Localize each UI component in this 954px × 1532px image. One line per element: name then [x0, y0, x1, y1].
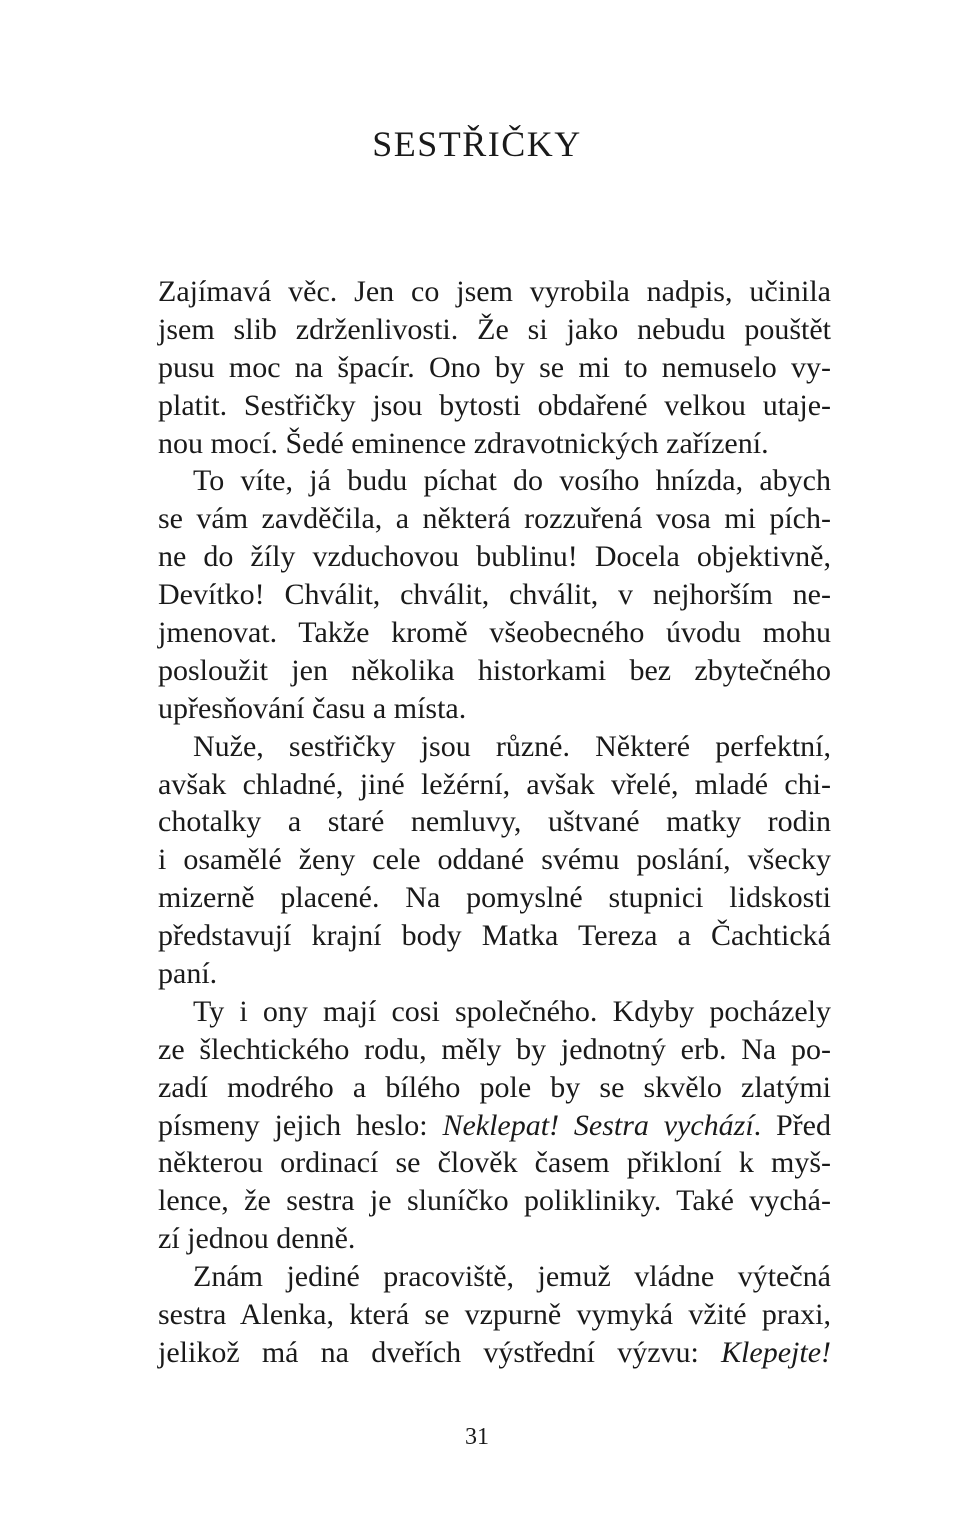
paragraph [158, 1258, 831, 1372]
text-line [158, 652, 831, 690]
body-text [158, 273, 831, 1372]
text-line [158, 614, 831, 652]
text-segment: i osamělé ženy cele oddané svému poslání, všecky [158, 843, 831, 877]
text-segment: mizerně placené. Na pomyslné stupnici lidskosti [158, 881, 831, 915]
text-segment: Zajímavá věc. Jen co jsem vyrobila nadpis, učinila [158, 275, 831, 308]
text-segment: paní. [158, 957, 218, 991]
paragraph [158, 993, 831, 1258]
text-line [158, 1144, 831, 1182]
text-line [158, 311, 831, 349]
text-line [158, 879, 831, 917]
text-segment: písmeny jejich heslo: [158, 1108, 443, 1142]
text-segment: avšak chladné, jiné ležérní, avšak vřelé, mladé chi- [158, 767, 831, 801]
text-line [158, 728, 831, 766]
text-line [158, 955, 831, 993]
text-segment: jmenovat. Takže kromě všeobecného úvodu mohu [158, 616, 831, 650]
text-segment: Znám jediné pracoviště, jemuž vládne výtečná [193, 1260, 831, 1294]
text-segment: pusu moc na špacír. Ono by se mi to nemuselo vy- [158, 350, 831, 384]
page-title: SESTŘIČKY [372, 124, 582, 164]
text-line [158, 1031, 831, 1069]
paragraph [158, 462, 831, 727]
text-segment: Nuže, sestřičky jsou různé. Některé perfektní, [193, 729, 831, 763]
text-segment: některou ordinací se člověk časem přikloní k myš- [158, 1146, 831, 1180]
text-line [158, 500, 831, 538]
text-line [158, 1182, 831, 1220]
text-segment: . Před [753, 1108, 831, 1142]
text-line [158, 576, 831, 614]
paragraph [158, 728, 831, 993]
text-line [158, 425, 831, 463]
text-line [158, 766, 831, 804]
text-line [158, 462, 831, 500]
text-line [158, 1296, 831, 1334]
text-line [158, 273, 831, 311]
text-segment: zí jednou denně. [158, 1222, 356, 1256]
text-segment: zadí modrého a bílého pole by se skvělo zlatými [158, 1070, 831, 1104]
text-segment: upřesňování času a místa. [158, 691, 467, 725]
text-segment: Ty i ony mají cosi společného. Kdyby pocházely [193, 994, 831, 1028]
text-line [158, 1069, 831, 1107]
text-segment: představují krajní body Matka Tereza a Čachtická [158, 919, 831, 953]
text-segment: se vám zavděčila, a některá rozzuřená vosa mi pích- [158, 502, 831, 536]
page-number: 31 [465, 1424, 489, 1450]
text-segment: ne do žíly vzduchovou bublinu! Docela objektivně, [158, 540, 831, 574]
text-line [158, 690, 831, 728]
text-line [158, 993, 831, 1031]
text-segment: jsem slib zdrženlivosti. Že si jako nebudu pouštět [158, 312, 831, 346]
text-line [158, 538, 831, 576]
text-segment: ze šlechtického rodu, měly by jednotný erb. Na po- [158, 1032, 831, 1066]
text-line [158, 1220, 831, 1258]
text-line [158, 841, 831, 879]
text-line [158, 803, 831, 841]
text-line [158, 1258, 831, 1296]
text-segment: sestra Alenka, která se vzpurně vymyká vžité praxi, [158, 1298, 831, 1332]
text-line [158, 1334, 831, 1372]
paragraph [158, 273, 831, 462]
text-line [158, 917, 831, 955]
text-segment: posloužit jen několika historkami bez zbytečného [158, 653, 831, 687]
text-line [158, 1107, 831, 1145]
italic-text: Klepejte! [721, 1335, 831, 1369]
text-segment: platit. Sestřičky jsou bytosti obdařené velkou utaje- [158, 388, 831, 422]
text-line [158, 387, 831, 425]
text-line [158, 349, 831, 387]
text-segment: chotalky a staré nemluvy, uštvané matky rodin [158, 805, 831, 839]
text-segment: nou mocí. Šedé eminence zdravotnických zařízení. [158, 426, 769, 460]
text-segment: Devítko! Chválit, chválit, chválit, v nejhorším ne- [158, 578, 831, 612]
text-segment: lence, že sestra je sluníčko polikliniky. Také vychá- [158, 1184, 831, 1218]
text-segment: To víte, já budu píchat do vosího hnízda, abych [193, 464, 831, 498]
text-segment: jelikož má na dveřích výstřední výzvu: [158, 1335, 722, 1369]
italic-text: Neklepat! Sestra vychází [442, 1108, 754, 1142]
